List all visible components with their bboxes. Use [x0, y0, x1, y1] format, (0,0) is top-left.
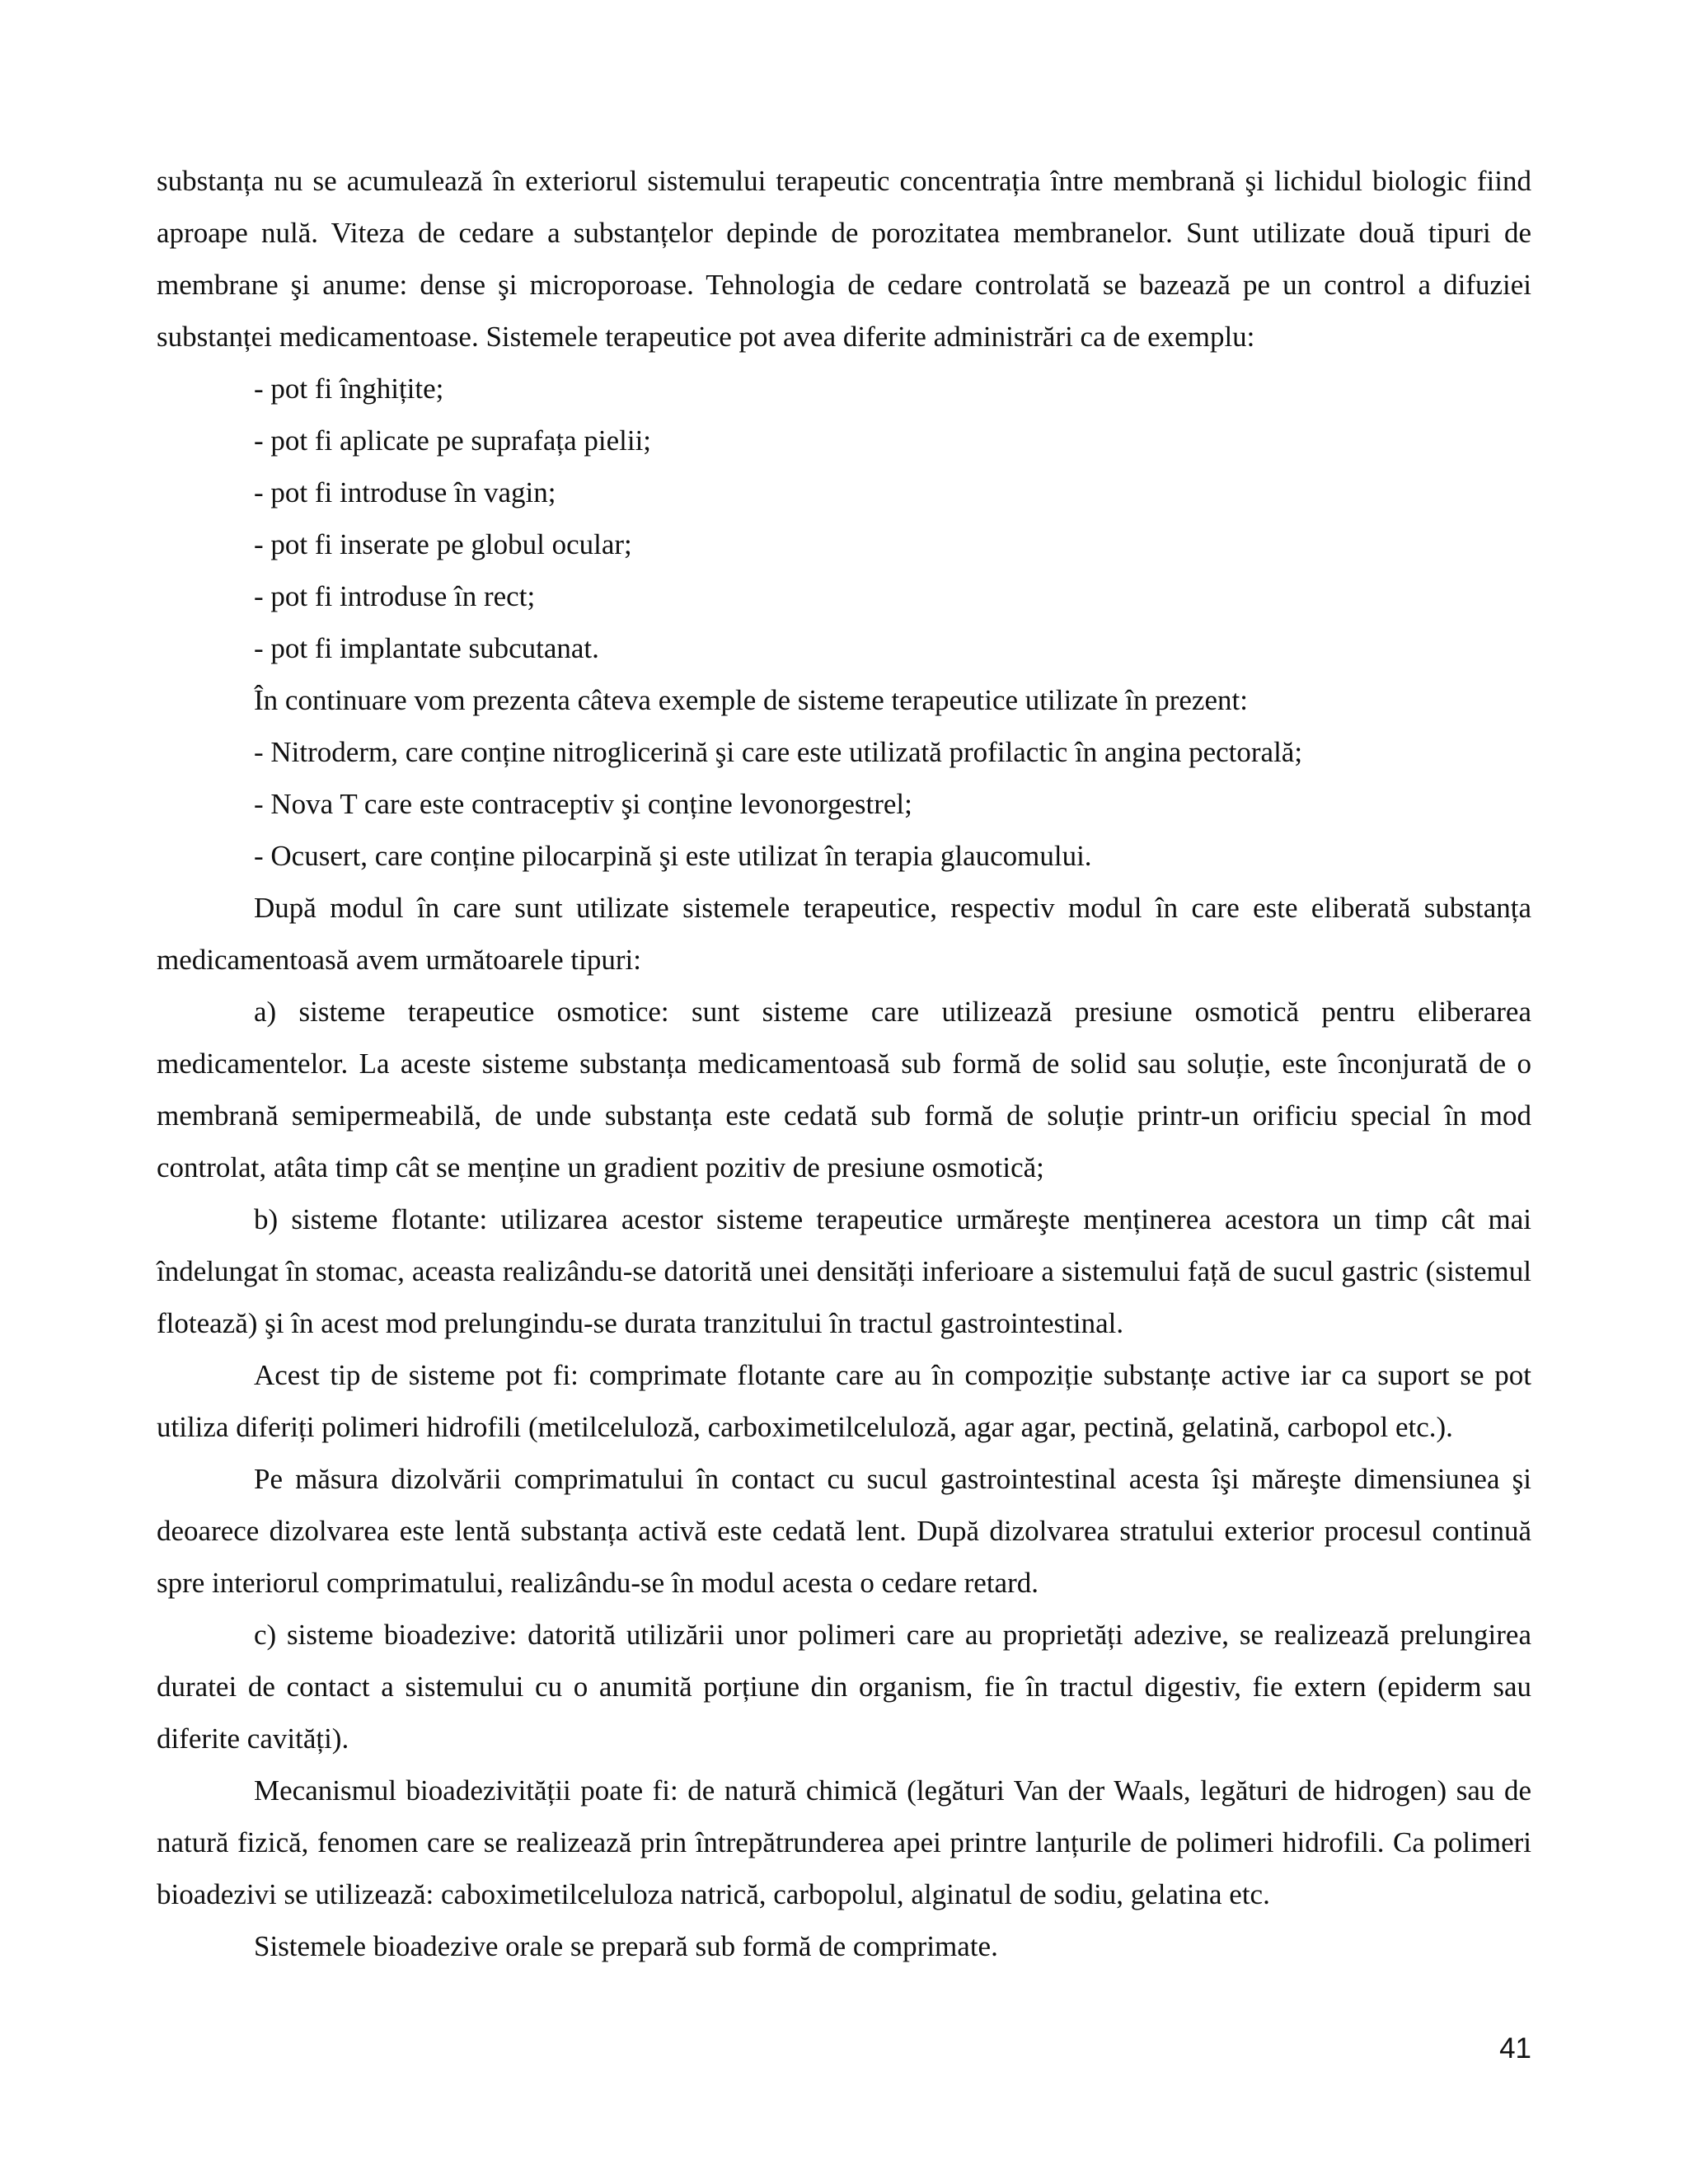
administration-list-item: - pot fi introduse în rect; [254, 580, 536, 612]
administration-list-item: - pot fi înghițite; [254, 373, 444, 405]
paragraph-oral-bioadhesive: Sistemele bioadezive orale se prepară sub formă de comprimate. [254, 1930, 998, 1962]
example-list-item: - Ocusert, care conține pilocarpină şi este utilizat în terapia glaucomului. [254, 840, 1092, 872]
administration-list [157, 363, 1531, 674]
paragraph-osmotic-systems: a) sisteme terapeutice osmotice: sunt sisteme care utilizează presiune osmotică pentru eliberarea medicamentelor. La aceste sisteme substanța medicamentoasă sub formă de solid sau soluție, este înconjurată de o membrană semipermeabilă, de unde substanța este cedată sub formă de soluție printr-un orificiu special în mod controlat, atâta timp cât se menține un gradient pozitiv de presiune osmotică; [157, 996, 1531, 1183]
paragraph-floating-types: Acest tip de sisteme pot fi: comprimate flotante care au în compoziție substanțe active iar ca suport se pot utiliza diferiți polimeri hidrofili (metilceluloză, carboximetilceluloză, agar agar, pectină, gelatină, carbopol etc.). [157, 1359, 1531, 1443]
document-page [157, 155, 1531, 1972]
paragraph-bioadhesion-mechanism: Mecanismul bioadezivității poate fi: de natură chimică (legături Van der Waals, legături de hidrogen) sau de natură fizică, fenomen care se realizează prin întrepătrunderea apei printre lanțurile de polimeri hidrofili. Ca polimeri bioadezivi se utilizează: caboximetilceluloza natrică, carbopolul, alginatul de sodiu, gelatina etc. [157, 1774, 1531, 1910]
example-list-item: - Nitroderm, care conține nitroglicerină şi care este utilizată profilactic în angina pectorală; [254, 736, 1303, 768]
paragraph-floating-dissolution: Pe măsura dizolvării comprimatului în contact cu sucul gastrointestinal acesta îşi măreşte dimensiunea şi deoarece dizolvarea este lentă substanța activă este cedată lent. După dizolvarea stratului exterior procesul continuă spre interiorul comprimatului, realizându-se în modul acesta o cedare retard. [157, 1463, 1531, 1599]
paragraph-bioadhesive-systems: c) sisteme bioadezive: datorită utilizării unor polimeri care au proprietăți adezive, se realizează prelungirea duratei de contact a sistemului cu o anumită porțiune din organism, fie în tractul digestiv, fie extern (epiderm sau diferite cavități). [157, 1619, 1531, 1755]
examples-intro: În continuare vom prezenta câteva exemple de sisteme terapeutice utilizate în prezent: [254, 684, 1248, 716]
administration-list-item: - pot fi inserate pe globul ocular; [254, 528, 632, 560]
example-list-item: - Nova T care este contraceptiv şi conține levonorgestrel; [254, 788, 912, 820]
administration-list-item: - pot fi aplicate pe suprafața pielii; [254, 424, 652, 457]
administration-list-item: - pot fi introduse în vagin; [254, 476, 556, 509]
examples-list [157, 726, 1531, 882]
administration-list-item: - pot fi implantate subcutanat. [254, 632, 599, 664]
page-number: 41 [1499, 2032, 1531, 2064]
paragraph-floating-systems: b) sisteme flotante: utilizarea acestor sisteme terapeutice urmăreşte menținerea acestora un timp cât mai îndelungat în stomac, aceasta realizându-se datorită unei densități inferioare a sistemului față de sucul gastric (sistemul flotează) şi în acest mod prelungindu-se durata tranzitului în tractul gastrointestinal. [157, 1203, 1531, 1339]
paragraph-membrane-diffusion: substanța nu se acumulează în exteriorul sistemului terapeutic concentrația între membrană şi lichidul biologic fiind aproape nulă. Viteza de cedare a substanțelor depinde de porozitatea membranelor. Sunt utilizate două tipuri de membrane şi anume: dense şi microporoase. Tehnologia de cedare controlată se bazează pe un control a difuziei substanței medicamentoase. Sistemele terapeutice pot avea diferite administrări ca de exemplu: [157, 165, 1531, 353]
paragraph-types-intro: După modul în care sunt utilizate sistemele terapeutice, respectiv modul în care este eliberată substanța medicamentoasă avem următoarele tipuri: [157, 892, 1531, 976]
